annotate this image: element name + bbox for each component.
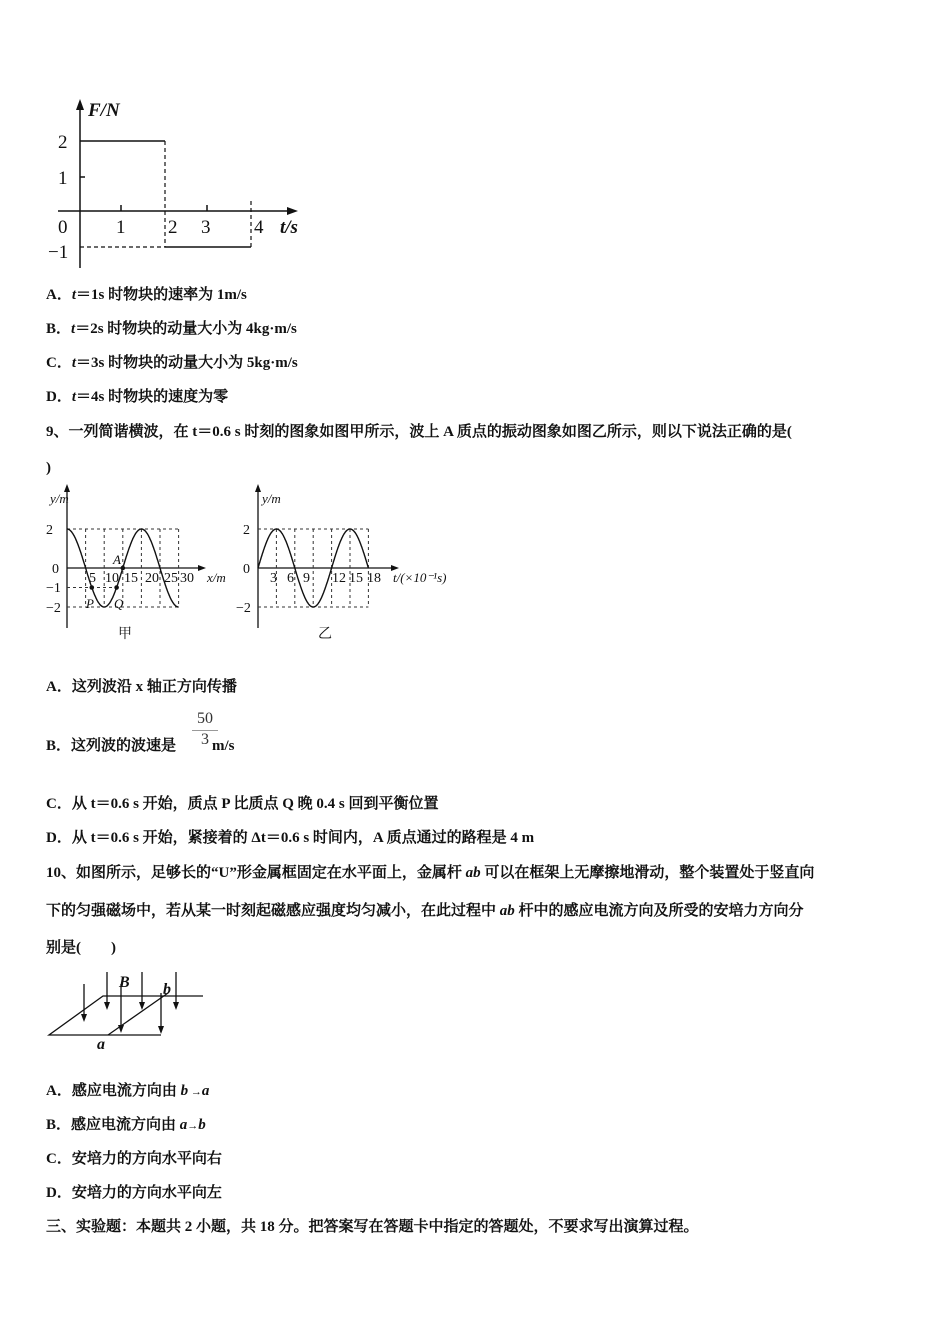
x-tick: 25 xyxy=(164,571,178,586)
arrow-icon xyxy=(255,484,261,492)
y-tick: −1 xyxy=(48,242,69,263)
x-tick: 3 xyxy=(270,571,277,586)
option-var: t xyxy=(71,287,77,303)
q9-option-d[interactable]: D．从 t＝0.6 s 开始，紧接着的 Δt＝0.6 s 时间内，A 质点通过的路程是 4 m xyxy=(46,830,535,846)
arrow-icon: → xyxy=(187,1120,199,1132)
stem-text: 10、如图所示，足够长的“U”形金属框固定在水平面上，金属杆 xyxy=(46,865,466,881)
y-tick: 2 xyxy=(243,523,250,538)
option-text: B．这列波的波速是 xyxy=(46,738,177,754)
wave-figures xyxy=(0,480,470,650)
option-text: ＝1s 时物块的速率为 1m/s xyxy=(76,287,247,303)
jia-caption: 甲 xyxy=(118,627,132,642)
option-var: t xyxy=(71,389,77,405)
x-tick: 12 xyxy=(332,571,346,586)
option-text: A．感应电流方向由 xyxy=(46,1083,181,1099)
q10-stem-2 xyxy=(46,901,804,921)
x-tick: 15 xyxy=(124,571,138,586)
y-tick: −1 xyxy=(46,581,61,596)
arrow-icon: → xyxy=(188,1086,202,1098)
y-tick: 0 xyxy=(52,562,59,577)
option-text: ＝4s 时物块的速度为零 xyxy=(76,389,229,405)
option-label: D． xyxy=(46,389,72,405)
section-3-heading: 三、实验题：本题共 2 小题，共 18 分。把答案写在答题卡中指定的答题处，不要求写出演算过程。 xyxy=(46,1219,699,1235)
option-label: B． xyxy=(46,321,72,337)
q10-option-b[interactable] xyxy=(46,1115,206,1136)
y-tick: 2 xyxy=(46,523,53,538)
rod-ab xyxy=(108,993,168,1035)
x-tick: 9 xyxy=(303,571,310,586)
q10-option-a[interactable] xyxy=(46,1081,209,1102)
x-tick: 18 xyxy=(367,571,381,586)
option-text: B．感应电流方向由 xyxy=(46,1117,180,1133)
stem-var: ab xyxy=(499,903,515,919)
arrow-icon xyxy=(198,565,206,571)
x-tick: 20 xyxy=(145,571,159,586)
point-q-label: Q xyxy=(114,596,124,611)
option-var: a xyxy=(201,1083,210,1099)
yi-caption: 乙 xyxy=(318,627,332,642)
x-tick: 30 xyxy=(180,571,194,586)
fraction xyxy=(192,710,218,749)
q9-stem: 9、一列简谐横波，在 t＝0.6 s 时刻的图象如图甲所示，波上 A 质点的振动图象如图乙所示，则以下说法正确的是( xyxy=(46,424,792,440)
y-tick: 1 xyxy=(58,168,68,189)
q9-option-a[interactable]: A．这列波沿 x 轴正方向传播 xyxy=(46,679,237,695)
u-frame-diagram xyxy=(0,960,240,1060)
option-label: A． xyxy=(46,287,72,303)
option-var: t xyxy=(71,355,77,371)
stem-text: 杆中的感应电流方向及所受的安培力方向分 xyxy=(514,903,804,919)
x-axis-label: t/s xyxy=(280,217,298,238)
q10-stem-3: 别是( ) xyxy=(46,940,116,956)
y-tick: −2 xyxy=(236,601,251,616)
point-a xyxy=(121,566,126,571)
option-var: b xyxy=(198,1117,206,1133)
x-tick: 4 xyxy=(254,217,264,238)
x-tick: 3 xyxy=(201,217,211,238)
option-var: a xyxy=(179,1117,188,1133)
q9-option-c[interactable]: C．从 t＝0.6 s 开始，质点 P 比质点 Q 晚 0.4 s 回到平衡位置 xyxy=(46,796,439,812)
stem-var: ab xyxy=(465,865,481,881)
fraction-numerator: 50 xyxy=(192,710,218,731)
q8-option-b[interactable] xyxy=(46,319,297,339)
field-label-b: B xyxy=(119,974,130,991)
y-axis-label: F/N xyxy=(88,100,120,121)
option-label: C． xyxy=(46,355,72,371)
x-tick: 1 xyxy=(116,217,126,238)
option-text: ＝3s 时物块的动量大小为 5kg·m/s xyxy=(76,355,298,371)
point-p-label: P xyxy=(86,596,94,611)
q10-option-c[interactable]: C．安培力的方向水平向右 xyxy=(46,1151,222,1167)
point-b-label: b xyxy=(163,981,171,998)
force-time-graph xyxy=(0,0,320,280)
option-unit: m/s xyxy=(212,738,235,754)
x-tick: 5 xyxy=(89,571,96,586)
q8-option-a[interactable] xyxy=(46,285,247,305)
q9-stem-cont: ) xyxy=(46,460,51,476)
y-tick: −2 xyxy=(46,601,61,616)
yi-x-label: t/(×10⁻¹s) xyxy=(393,570,447,585)
q8-option-d[interactable] xyxy=(46,387,228,407)
option-var: t xyxy=(71,321,76,337)
y-tick: 0 xyxy=(58,217,68,238)
option-var: b xyxy=(180,1083,189,1099)
stem-text: 下的匀强磁场中，若从某一时刻起磁感应强度均匀减小，在此过程中 xyxy=(46,903,500,919)
point-a-label: a xyxy=(97,1036,105,1053)
q8-option-c[interactable] xyxy=(46,353,298,373)
stem-text: 可以在框架上无摩擦地滑动，整个装置处于竖直向 xyxy=(480,865,815,881)
x-tick: 6 xyxy=(287,571,294,586)
jia-y-label: y/m xyxy=(50,491,69,506)
q10-option-d[interactable]: D．安培力的方向水平向左 xyxy=(46,1185,222,1201)
x-tick: 2 xyxy=(168,217,178,238)
point-a-label: A xyxy=(113,552,121,567)
x-tick: 10 xyxy=(105,571,119,586)
y-tick: 0 xyxy=(243,562,250,577)
x-tick: 15 xyxy=(349,571,363,586)
y-tick: 2 xyxy=(58,132,68,153)
fraction-denominator: 3 xyxy=(201,731,209,748)
option-text: ＝2s 时物块的动量大小为 4kg·m/s xyxy=(75,321,297,337)
jia-x-label: x/m xyxy=(207,570,226,585)
q10-stem-1 xyxy=(46,863,814,883)
yi-y-label: y/m xyxy=(262,491,281,506)
